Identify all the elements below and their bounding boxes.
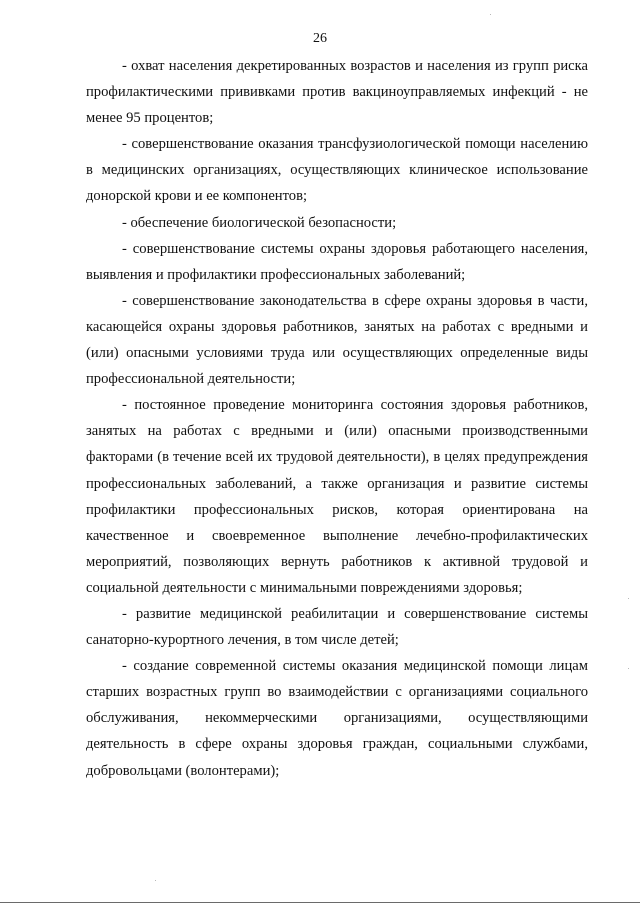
list-item: - развитие медицинской реабилитации и совершенствование системы санаторно-курортного лечения, в том числе детей; [86, 605, 588, 649]
scan-artifact [628, 668, 629, 669]
document-body [86, 53, 588, 784]
list-item: - совершенствование законодательства в сфере охраны здоровья в части, касающейся охраны здоровья работников, занятых на работах с вредными и (или) опасными условиями труда или осуществляющих определенные виды профессиональной деятельности; [86, 292, 588, 388]
scan-artifact [628, 598, 629, 599]
list-item: - обеспечение биологической безопасности; [122, 214, 397, 231]
scan-artifact [155, 880, 156, 881]
list-item: - охват населения декретированных возрастов и населения из групп риска профилактическими прививками против вакциноуправляемых инфекций - не менее 95 процентов; [86, 58, 588, 127]
list-item: - создание современной системы оказания медицинской помощи лицам старших возрастных групп во взаимодействии с организациями социального обслуживания, некоммерческими организациями, осуществляющими деятельность в сфере охраны здоровья граждан, социальными службами, добровольцами (волонтерами); [86, 658, 588, 779]
scan-border-line [0, 902, 640, 903]
list-item: - постоянное проведение мониторинга состояния здоровья работников, занятых на работах с вредными и (или) опасными производственными факторами (в течение всей их трудовой деятельности), в целях предупреждения профессиональных заболеваний, а также организация и развитие системы профилактики профессиональных рисков, которая ориентирована на качественное и своевременное выполнение лечебно-профилактических мероприятий, позволяющих вернуть работников к активной трудовой и социальной деятельности с минимальными повреждениями здоровья; [86, 397, 588, 596]
list-item: - совершенствование системы охраны здоровья работающего населения, выявления и профилактики профессиональных заболеваний; [86, 240, 588, 283]
page-number: 26 [313, 31, 327, 46]
list-item: - совершенствование оказания трансфузиологической помощи населению в медицинских организациях, осуществляющих клиническое использование донорской крови и ее компонентов; [86, 136, 588, 205]
scan-artifact [490, 14, 491, 15]
